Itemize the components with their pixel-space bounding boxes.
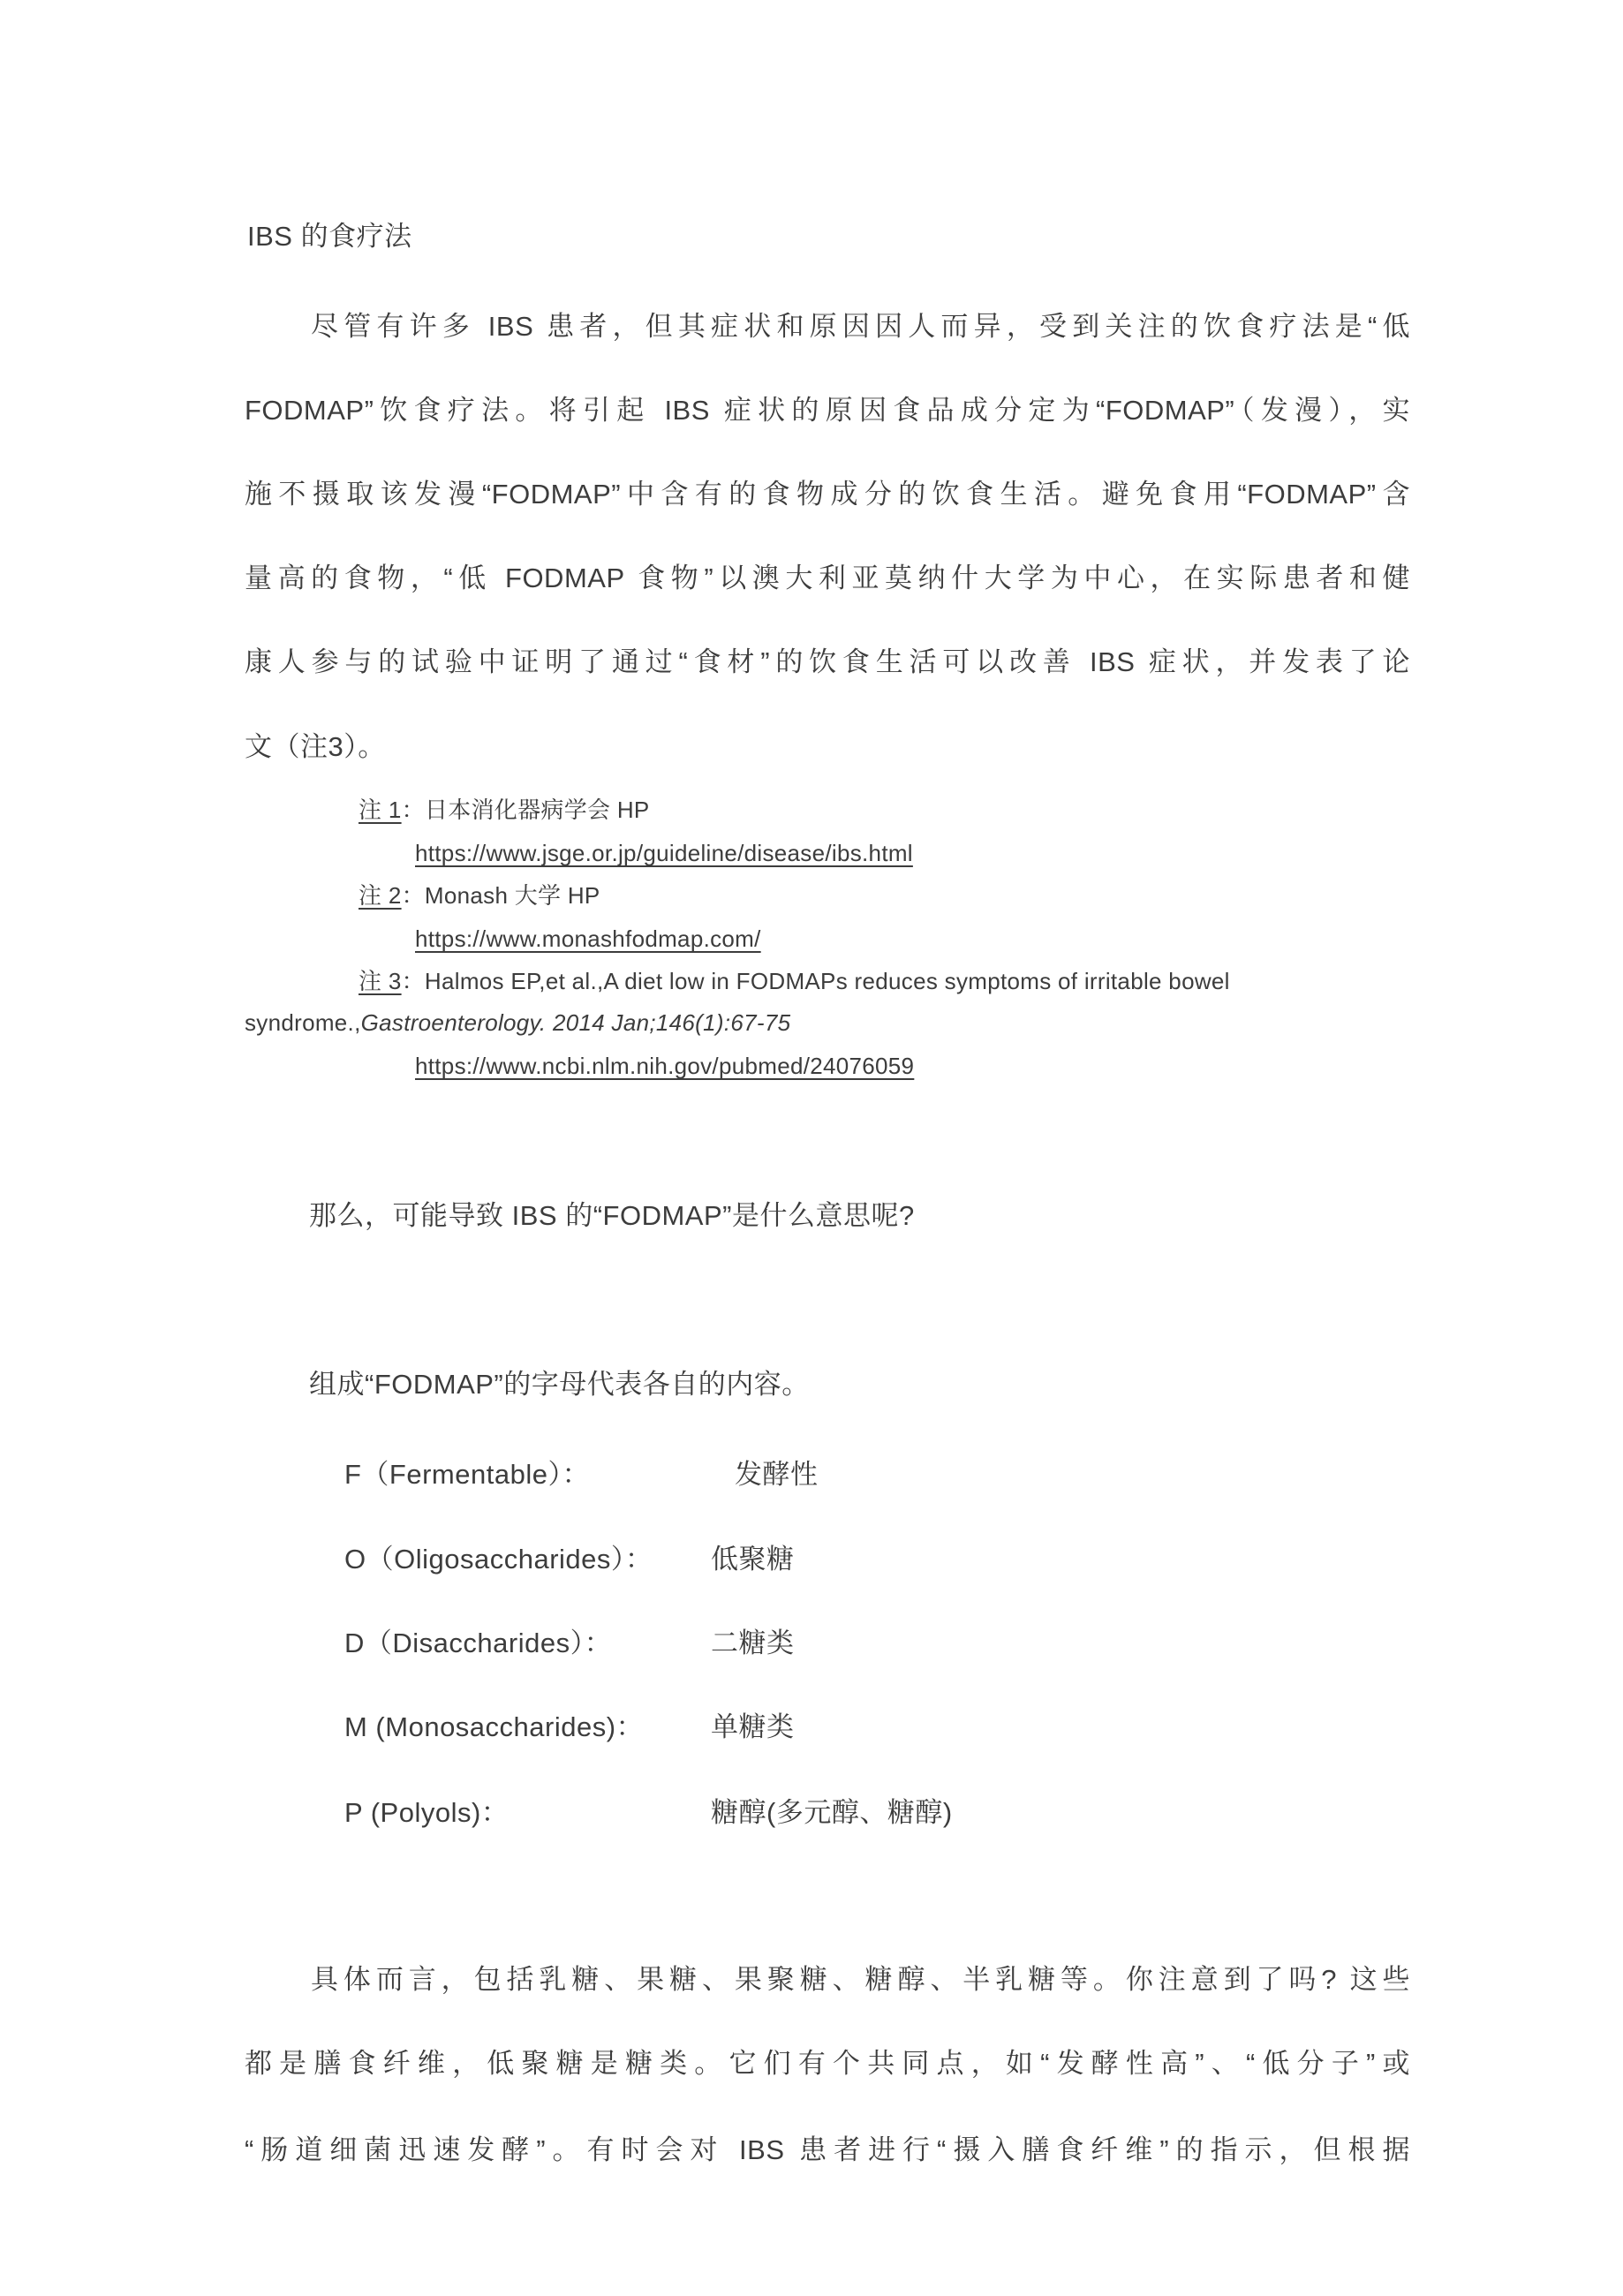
document-title: IBS 的食疗法 [247,221,412,252]
fodmap-letters-intro: 组成“FODMAP”的字母代表各自的内容。 [309,1369,810,1400]
fodmap-item-m [344,1711,795,1744]
footnote-3-text: Halmos EP,et al.,A diet low in FODMAPs reduces symptoms of irritable bowel [424,968,1230,994]
fodmap-item-f [344,1458,819,1492]
closing-paragraph-line: “肠道细菌迅速发酵”。有时会对 IBS 患者进行“摄入膳食纤维”的指示，但根据 [245,2134,1410,2165]
footnote-2-url[interactable]: https://www.monashfodmap.com/ [415,925,761,952]
footnote-1-url[interactable]: https://www.jsge.or.jp/guideline/disease/ibs.html [415,840,913,866]
fodmap-item-m-definition: 单糖类 [711,1711,795,1742]
intro-paragraph-line: 尽管有许多 IBS 患者，但其症状和原因因人而异，受到关注的饮食疗法是“低 [311,311,1410,342]
footnote-3-link-line [415,1052,914,1080]
footnote-3-journal-citation: Gastroenterology. 2014 Jan;146(1):67-75 [360,1009,791,1036]
fodmap-item-p-definition: 糖醇(多元醇、糖醇) [711,1797,953,1828]
footnote-1-link-line [415,839,913,867]
footnote-3-continuation [245,1008,790,1037]
footnote-1 [359,796,650,824]
closing-paragraph-line: 具体而言，包括乳糖、果糖、果聚糖、糖醇、半乳糖等。你注意到了吗? 这些 [311,1964,1410,1995]
footnote-2 [359,881,600,910]
closing-paragraph-line: 都是膳食纤维，低聚糖是糖类。它们有个共同点，如“发酵性高”、“低分子”或 [245,2048,1410,2079]
fodmap-item-d-term: D（Disaccharides）： [344,1628,613,1658]
fodmap-item-d [344,1627,795,1660]
intro-paragraph-line: 文（注3）。 [245,731,386,762]
intro-paragraph-line: 康人参与的试验中证明了通过“食材”的饮食生活可以改善 IBS 症状，并发表了论 [245,646,1410,677]
fodmap-item-o [344,1543,795,1576]
footnote-2-text: Monash 大学 HP [424,882,600,909]
fodmap-item-o-definition: 低聚糖 [711,1544,795,1575]
intro-paragraph-line: 施不摄取该发漫“FODMAP”中含有的食物成分的饮食生活。避免食用“FODMAP”含 [245,479,1410,510]
footnote-2-link-line [415,925,761,953]
footnote-3-cont-plain: syndrome., [245,1009,361,1036]
footnote-3 [359,967,1230,995]
intro-paragraph-line: FODMAP”饮食疗法。将引起 IBS 症状的原因食品成分定为“FODMAP”（发漫），实 [245,395,1410,426]
fodmap-item-p [344,1796,953,1830]
footnote-3-url[interactable]: https://www.ncbi.nlm.nih.gov/pubmed/24076059 [415,1053,915,1079]
footnote-1-label: 注 1 [359,797,402,823]
footnote-1-colon: ： [401,797,425,823]
fodmap-item-p-term: P (Polyols)： [344,1797,510,1828]
intro-paragraph-line: 量高的食物，“低 FODMAP 食物”以澳大利亚莫纳什大学为中心，在实际患者和健 [245,563,1410,593]
fodmap-item-f-term: F（Fermentable）： [344,1459,590,1490]
footnote-1-text: 日本消化器病学会 HP [424,797,650,823]
footnote-2-label: 注 2 [359,882,402,909]
footnote-3-label: 注 3 [359,968,402,994]
fodmap-item-d-definition: 二糖类 [711,1628,795,1658]
fodmap-question: 那么，可能导致 IBS 的“FODMAP”是什么意思呢? [309,1200,915,1231]
fodmap-item-m-term: M (Monosaccharides)： [344,1711,645,1742]
footnote-2-colon: ： [401,882,425,909]
fodmap-item-o-term: O（Oligosaccharides）： [344,1544,653,1575]
fodmap-item-f-definition: 发酵性 [735,1459,819,1490]
footnote-3-colon: ： [401,968,425,994]
